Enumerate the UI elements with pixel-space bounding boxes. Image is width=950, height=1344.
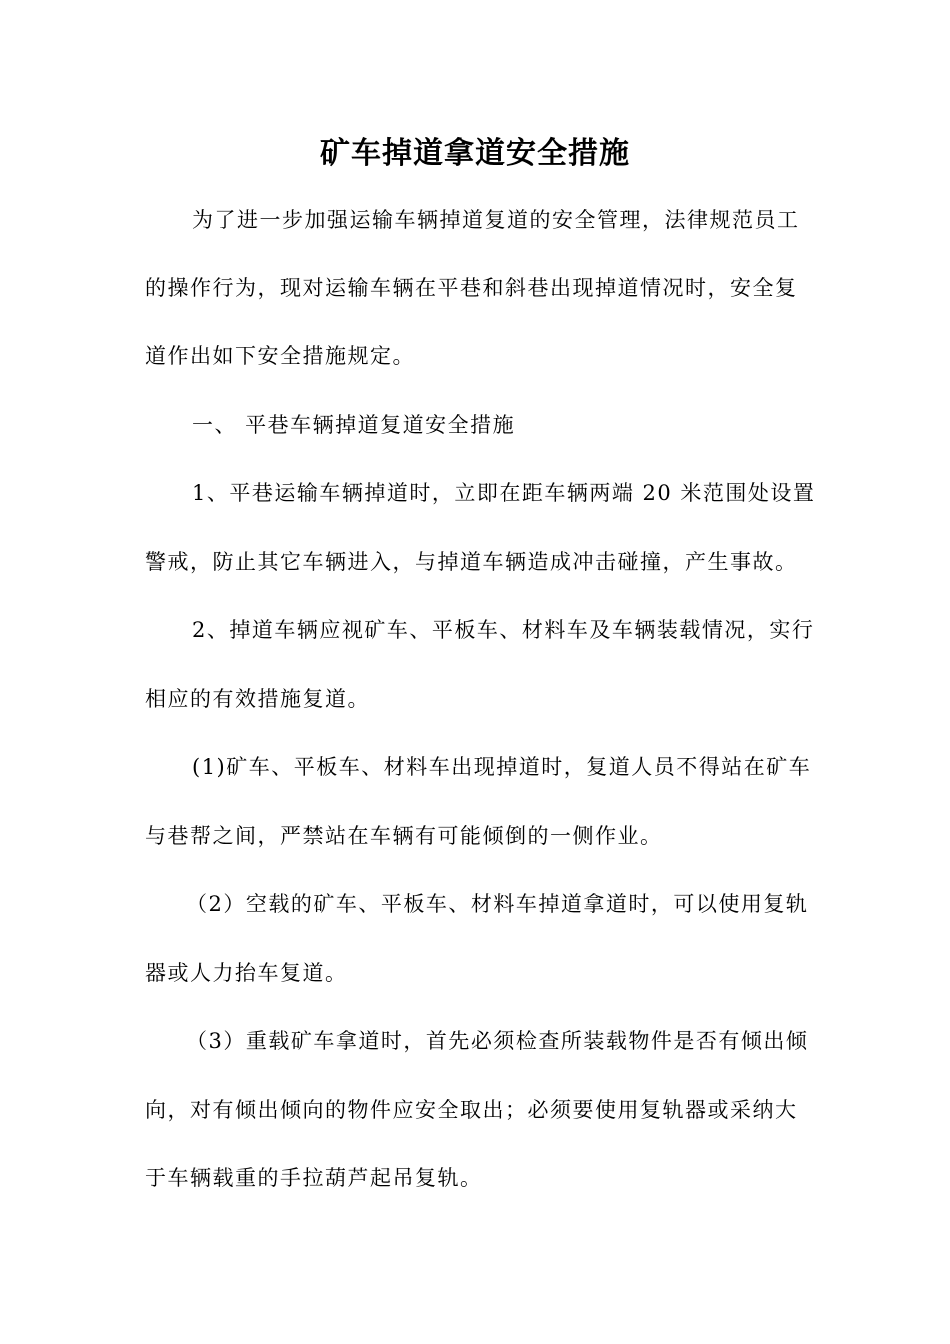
- paragraph-line-14: 于车辆载重的手拉葫芦起吊复轨。: [145, 1166, 483, 1190]
- document-title: 矿车掉道拿道安全措施: [320, 136, 630, 171]
- paragraph-line-12: （3）重载矿车拿道时，首先必须检查所装载物件是否有倾出倾: [186, 1029, 809, 1053]
- paragraph-line-3: 道作出如下安全措施规定。: [145, 344, 415, 368]
- paragraph-line-2: 的操作行为，现对运输车辆在平巷和斜巷出现掉道情况时，安全复: [145, 276, 798, 300]
- section-heading-1: 一、 平巷车辆掉道复道安全措施: [192, 413, 516, 437]
- paragraph-line-7: 相应的有效措施复道。: [145, 687, 370, 711]
- paragraph-line-1: 为了进一步加强运输车辆掉道复道的安全管理，法律规范员工: [192, 208, 800, 232]
- paragraph-line-9: 与巷帮之间，严禁站在车辆有可能倾倒的一侧作业。: [145, 824, 663, 848]
- paragraph-line-5: 警戒，防止其它车辆进入，与掉道车辆造成冲击碰撞，产生事故。: [145, 550, 798, 574]
- paragraph-line-6: 2、掉道车辆应视矿车、平板车、材料车及车辆装载情况，实行: [192, 618, 815, 642]
- paragraph-line-13: 向，对有倾出倾向的物件应安全取出；必须要使用复轨器或采纳大: [145, 1098, 798, 1122]
- paragraph-line-10: （2）空载的矿车、平板车、材料车掉道拿道时，可以使用复轨: [186, 892, 809, 916]
- paragraph-line-4: 1、平巷运输车辆掉道时，立即在距车辆两端 20 米范围处设置: [192, 481, 816, 505]
- paragraph-line-11: 器或人力抬车复道。: [145, 961, 348, 985]
- paragraph-line-8: (1)矿车、平板车、材料车出现掉道时，复道人员不得站在矿车: [192, 755, 812, 779]
